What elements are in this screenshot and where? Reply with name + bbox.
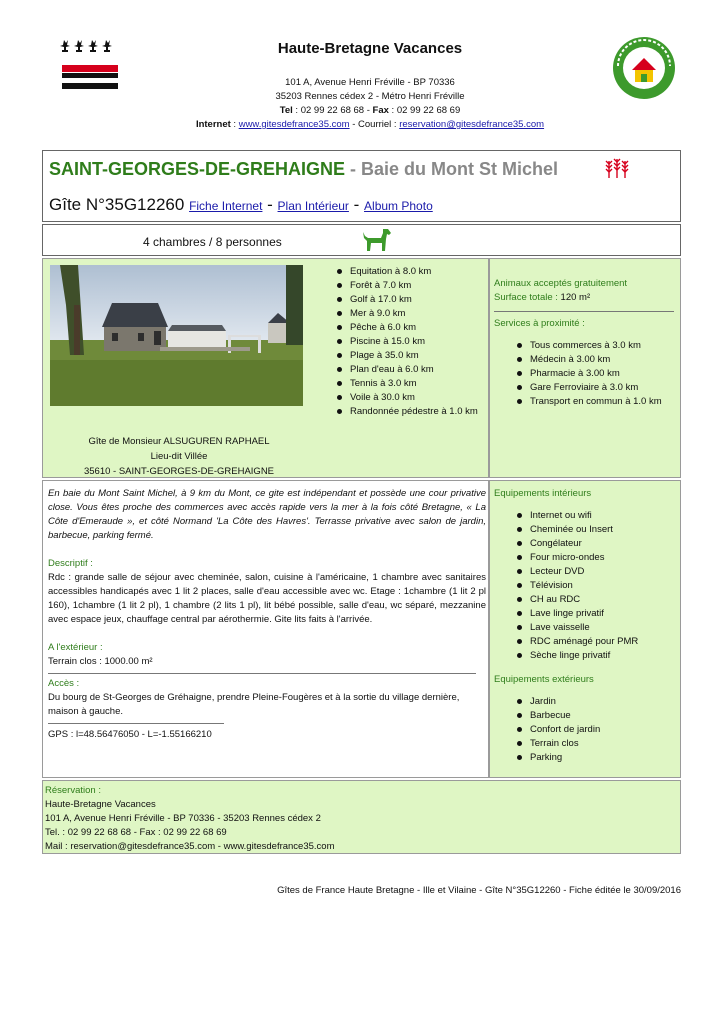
list-item: Jardin	[516, 695, 600, 709]
list-item: Parking	[516, 751, 600, 765]
internet-label: Internet	[195, 119, 231, 130]
list-item: Plan d'eau à 6.0 km	[336, 363, 496, 377]
tel-label: Tel	[279, 105, 293, 116]
reservation-line-3: Tel. : 02 99 22 68 68 - Fax : 02 99 22 68 69	[45, 827, 227, 838]
list-item: Internet ou wifi	[516, 509, 638, 523]
owner-town: 35610 - SAINT-GEORGES-DE-GREHAIGNE	[83, 466, 275, 477]
header-phone-line	[150, 104, 590, 118]
gite-number-line: Gîte N°35G12260 Fiche Internet - Plan Intérieur - Album Photo	[49, 195, 433, 214]
list-item: Lave vaisselle	[516, 621, 638, 635]
title-subtitle: - Baie du Mont St Michel	[345, 159, 559, 179]
intro-text: En baie du Mont Saint Michel, à 9 km du Mont, ce gite est indépendant et possède une cour privative close. Vous êtes proche des commerces avec accès rapide vers la mer à la fois côté Bretagne, « La Côte d'Emeraude », et côté Normand 'La Côte des Havres'. Terrasse privative avec salon de jardin, barbecue, parking fermé.	[48, 488, 486, 541]
surface-value: 120 m²	[560, 292, 591, 303]
list-item: Randonnée pédestre à 1.0 km	[336, 405, 496, 419]
surface-label: Surface totale :	[494, 292, 561, 303]
description-panel	[42, 480, 489, 778]
capacity-panel	[42, 224, 681, 256]
header-address-2: 35203 Rennes cédex 2 - Métro Henri Fréville	[275, 91, 465, 102]
exterieur-title: A l'extérieur :	[48, 642, 103, 653]
divider	[494, 311, 674, 312]
list-item: Télévision	[516, 579, 638, 593]
list-item: Confort de jardin	[516, 723, 600, 737]
list-item: Gare Ferroviaire à 3.0 km	[516, 381, 662, 395]
list-item: Pharmacie à 3.00 km	[516, 367, 662, 381]
list-item: Sèche linge privatif	[516, 649, 638, 663]
title-panel	[42, 150, 681, 222]
list-item: Congélateur	[516, 537, 638, 551]
divider	[48, 673, 476, 674]
list-item: Equitation à 8.0 km	[336, 265, 496, 279]
list-item: Golf à 17.0 km	[336, 293, 496, 307]
list-item: Médecin à 3.00 km	[516, 353, 662, 367]
list-item: Pêche à 6.0 km	[336, 321, 496, 335]
list-item: RDC aménagé pour PMR	[516, 635, 638, 649]
list-item: Mer à 9.0 km	[336, 307, 496, 321]
list-item: Barbecue	[516, 709, 600, 723]
brittany-flag-logo	[56, 38, 120, 90]
header-internet-line: Internet : www.gitesdefrance35.com - Courriel : reservation@gitesdefrance35.com	[195, 119, 545, 130]
capacity-text: 4 chambres / 8 personnes	[143, 235, 282, 249]
gites-de-france-logo	[612, 36, 676, 100]
divider	[48, 723, 224, 724]
list-item: Cheminée ou Insert	[516, 523, 638, 537]
surface-line	[494, 291, 590, 305]
fax-label: Fax	[372, 105, 389, 116]
services-list	[516, 339, 662, 409]
tel-value: : 02 99 22 68 68 -	[292, 105, 373, 116]
description	[48, 487, 486, 742]
brand-title: Haute-Bretagne Vacances	[277, 40, 463, 57]
equipment-panel	[489, 480, 681, 778]
list-item: Plage à 35.0 km	[336, 349, 496, 363]
list-item: Four micro-ondes	[516, 551, 638, 565]
album-photo-link[interactable]: Album Photo	[364, 199, 433, 213]
animals-note: Animaux acceptés gratuitement	[494, 278, 628, 289]
owner-info	[43, 434, 315, 479]
acces-text: Du bourg de St-Georges de Gréhaigne, prendre Pleine-Fougères et à la sortie du village dernière, maison à gauche.	[48, 692, 460, 717]
reservation-block	[45, 784, 335, 854]
town-name: SAINT-GEORGES-DE-GREHAIGNE	[49, 159, 346, 179]
email-link[interactable]: reservation@gitesdefrance35.com	[399, 119, 545, 130]
wheat-ears-icon	[605, 157, 629, 179]
list-item: Tennis à 3.0 km	[336, 377, 496, 391]
services-panel	[489, 258, 681, 478]
fiche-internet-link[interactable]: Fiche Internet	[189, 199, 263, 213]
reservation-line-2: 101 A, Avenue Henri Fréville - BP 70336 - 35203 Rennes cédex 2	[45, 813, 321, 824]
list-item: CH au RDC	[516, 593, 638, 607]
page-footer: Gîtes de France Haute Bretagne - Ille et Vilaine - Gîte N°35G12260 - Fiche éditée le 30/09/2016	[277, 885, 681, 896]
house-photo	[50, 265, 303, 406]
activities-list	[336, 265, 496, 419]
equip-exterieurs-list	[516, 695, 600, 765]
reservation-title: Réservation :	[45, 785, 101, 796]
dog-icon	[361, 227, 393, 253]
list-item: Tous commerces à 3.0 km	[516, 339, 662, 353]
list-item: Lave linge privatif	[516, 607, 638, 621]
owner-name: Gîte de Monsieur ALSUGUREN RAPHAEL	[88, 436, 270, 447]
descriptif-title: Descriptif :	[48, 558, 93, 569]
list-item: Terrain clos	[516, 737, 600, 751]
services-title: Services à proximité :	[494, 318, 585, 329]
header-address-1: 101 A, Avenue Henri Fréville - BP 70336	[285, 77, 455, 88]
fax-value: : 02 99 22 68 69	[388, 105, 461, 116]
exterieur-text: Terrain clos : 1000.00 m²	[48, 656, 153, 667]
list-item: Lecteur DVD	[516, 565, 638, 579]
gps-text: GPS : l=48.56476050 - L=-1.55166210	[48, 729, 212, 740]
owner-place: Lieu-dit Villée	[150, 451, 208, 462]
reservation-panel	[42, 780, 681, 854]
reservation-line-4: Mail : reservation@gitesdefrance35.com - www.gitesdefrance35.com	[45, 841, 335, 852]
descriptif-text: Rdc : grande salle de séjour avec cheminée, salon, cuisine à l'américaine, 1 chambre avec sanitaires accessibles handicapés avec 1 lit 2 places, salle d'eau accessible avec wc. Etage : 1chambre (1 lit 2 pl 160), 1chambre (1 lit 2 pl), 1 chambre (2 lits 1 pl), lit bébé possible, salle d'eau, wc séparé, mezzanine avec espace jeux, chauffage central par aérothermie. Gite lits faits à l'arrivée.	[48, 572, 486, 625]
equip-interieurs-list	[516, 509, 638, 663]
list-item: Piscine à 15.0 km	[336, 335, 496, 349]
overview-panel	[42, 258, 489, 478]
page-title	[49, 159, 558, 180]
gite-number: Gîte N°35G12260	[49, 195, 185, 214]
plan-interieur-link[interactable]: Plan Intérieur	[277, 199, 349, 213]
list-item: Transport en commun à 1.0 km	[516, 395, 662, 409]
equip-interieurs-title: Equipements intérieurs	[494, 488, 592, 499]
equip-exterieurs-title: Equipements extérieurs	[494, 674, 594, 685]
acces-title: Accès :	[48, 678, 80, 689]
website-link[interactable]: www.gitesdefrance35.com	[238, 119, 350, 130]
reservation-line-1: Haute-Bretagne Vacances	[45, 799, 156, 810]
list-item: Voile à 30.0 km	[336, 391, 496, 405]
list-item: Forêt à 7.0 km	[336, 279, 496, 293]
